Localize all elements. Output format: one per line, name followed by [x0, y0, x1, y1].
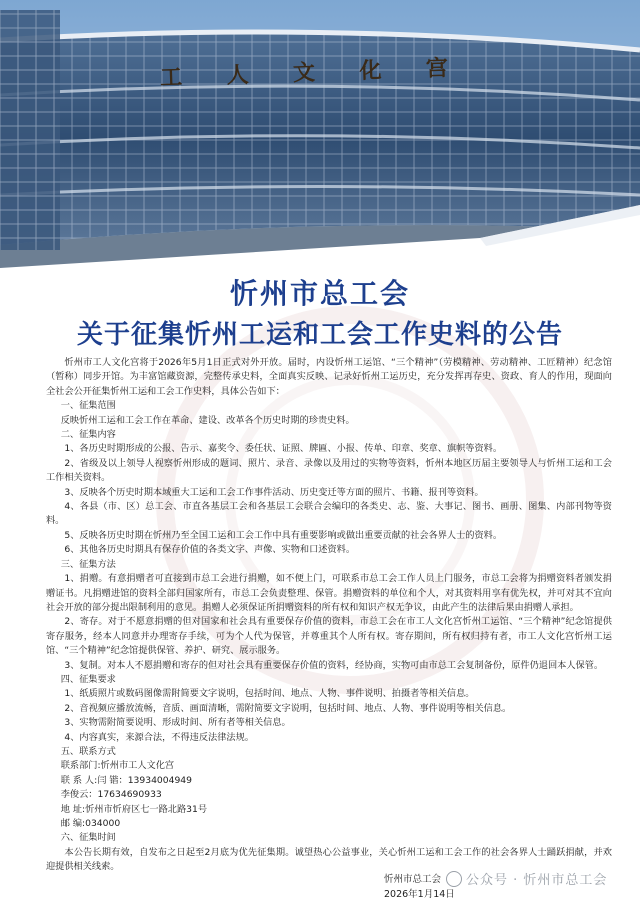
- sign-char: 宫: [425, 54, 451, 82]
- list-item: 2、音视频应播放流畅，音质、画面清晰，需附简要文字说明，包括时间、地点、人物、事件说明等相关信息。: [64, 702, 512, 714]
- list-item: 2、省级及以上领导人视察忻州形成的题词、照片、录音、录像以及用过的实物等资料，忻州本地区历届主要领导人与忻州工运和工会工作相关资料。: [46, 457, 612, 484]
- title-main: 关于征集忻州工运和工会工作史料的公告: [76, 320, 563, 350]
- list-item: 3、复制。对本人不愿捐赠和寄存的但对社会具有重要保存价值的资料，经协商，实物可由市总工会复制备份，原件仍退回本人保管。: [64, 659, 604, 671]
- section-heading: 二、征集内容: [60, 429, 116, 441]
- list-item: 5、反映各历史时期在忻州乃至全国工运和工会工作中具有重要影响或做出重要贡献的社会各界人士的资料。: [64, 529, 503, 541]
- wechat-icon: [446, 871, 462, 887]
- sign-char: 化: [359, 57, 384, 85]
- sign-char: 人: [226, 61, 252, 89]
- announcement-body: [46, 356, 612, 875]
- list-item: 1、纸质照片或数码图像需附简要文字说明，包括时间、地点、人物、事件说明、拍摄者等相关信息。: [64, 688, 475, 700]
- list-item: 1、各历史时期形成的公报、告示、嘉奖令、委任状、证照、牌匾、小报、传单、印章、奖章、旗帜等资料。: [64, 443, 503, 455]
- signature-organization: 忻州市总工会: [384, 874, 442, 885]
- list-item: 6、其他各历史时期具有保存价值的各类文字、声像、实物和口述资料。: [64, 544, 356, 556]
- contact-postcode: 邮 编:034000: [60, 818, 121, 829]
- watermark-text: 公众号 · 忻州市总工会: [466, 873, 608, 888]
- section-text: 反映忻州工运和工会工作在革命、建设、改革各个历史时期的珍贵史料。: [60, 414, 355, 426]
- list-item: 3、实物需附简要说明、形成时间、所有者等相关信息。: [64, 717, 291, 729]
- contact-address: 地 址:忻州市忻府区七一路北路31号: [60, 803, 208, 815]
- section-heading: 六、征集时间: [60, 832, 116, 844]
- contact-person: 联 系 人:闫 锴：13934004949: [60, 774, 192, 786]
- list-item: 1、捐赠。有意捐赠者可直接到市总工会进行捐赠，如不便上门，可联系市总工会工作人员上门服务，市总工会将为捐赠资料者颁发捐赠证书。凡捐赠进馆的资料全部归国家所有，市总工会负责整理、保管。捐赠资料的单位和个人，对其资料用享有优先权，并可对其不宜向社会开放的部分提出限制利用的意见。捐赠人必须保证所捐赠资料的所有权和知识产权无争议，由此产生的法律后果由捐赠人承担。: [46, 573, 612, 613]
- contact-dept: 联系部门:忻州市工人文化宫: [60, 760, 175, 772]
- sign-char: 文: [292, 59, 318, 87]
- sign-char: 工: [159, 64, 185, 92]
- title-organization: 忻州市总工会: [229, 277, 410, 310]
- section-text: 本公告长期有效，自发布之日起至2月底为优先征集期。诚望热心公益事业，关心忻州工运和工会工作的社会各界人士踊跃捐献，并欢迎提供相关线索。: [46, 846, 612, 873]
- intro-paragraph: 忻州市工人文化宫将于2026年5月1日正式对外开放。届时，内设忻州工运馆、“三个精神”（劳模精神、劳动精神、工匠精神）纪念馆（暂称）同步开馆。为丰富馆藏资源，完整传承史料，全面真实反映、记录好忻州工运历史，充分发挥再存史、资政、育人的作用，现面向全社会公开征集忻州工运和工会工作史料，具体公告如下：: [46, 357, 612, 397]
- contact-person: 李俊云：17634690933: [60, 789, 162, 801]
- list-item: 2、寄存。对于不愿意捐赠的但对国家和社会具有重要保存价值的资料，市总工会在市工人文化宫忻州工运馆、“三个精神”纪念馆提供寄存服务，经本人同意并办理寄存手续，可为个人代为保管，并尊重其个人所有权。寄存期间，所有权归持有者，市工人文化宫忻州工运馆、“三个精神”纪念馆提供保管、养护、研究、展示服务。: [46, 616, 612, 657]
- signature-date: 2026年1月14日: [384, 889, 455, 900]
- list-item: 4、各县（市、区）总工会、市直各基层工会和各基层工会联合会编印的各类史、志、鉴、大事记、图书、画册、图集、内部刊物等资料。: [46, 501, 612, 527]
- section-heading: 三、征集方法: [60, 558, 116, 570]
- section-heading: 四、征集要求: [60, 673, 116, 685]
- section-heading: 五、联系方式: [60, 745, 116, 757]
- watermark: [446, 869, 607, 888]
- section-heading: 一、征集范围: [60, 400, 116, 412]
- list-item: 3、反映各个历史时期本域重大工运和工会工作事件活动、历史变迁等方面的照片、书籍、报刊等资料。: [64, 486, 484, 498]
- list-item: 4、内容真实，来源合法，不得违反法律法规。: [64, 731, 254, 743]
